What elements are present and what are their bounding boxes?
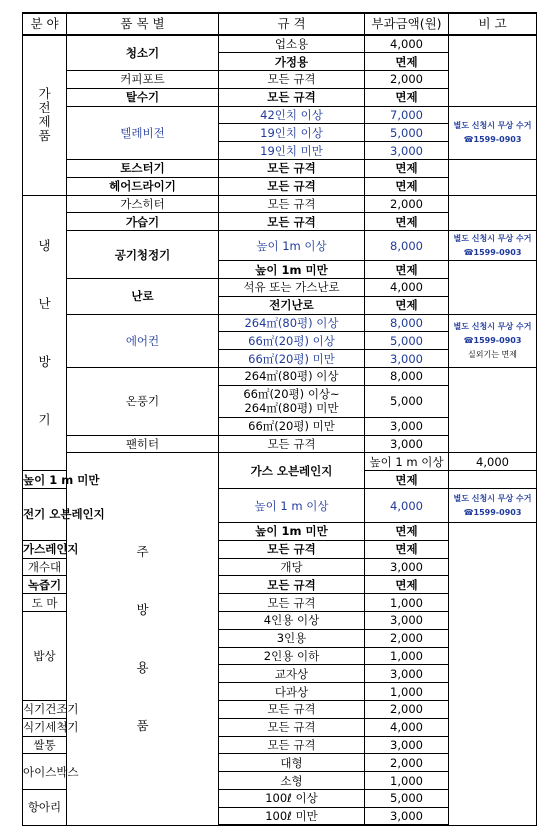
fee-cell: 7,000 <box>365 106 449 124</box>
fee-cell: 3,000 <box>365 612 449 630</box>
spec-cell: 264㎡(80평) 이상 <box>219 314 365 332</box>
item-cell: 밥상 <box>23 612 67 701</box>
spec-cell: 3인용 <box>219 629 365 647</box>
fee-cell: 면제 <box>365 540 449 558</box>
header-note: 비 고 <box>449 13 537 35</box>
table-row <box>23 106 537 124</box>
spec-cell: 높이 1 m 이상 <box>219 489 365 523</box>
table-header-row <box>23 13 537 35</box>
item-cell: 헤어드라이기 <box>67 177 219 195</box>
fee-cell: 5,000 <box>365 385 449 417</box>
category-heating: 냉 난 방 기 <box>23 195 67 471</box>
category-appliance: 가 전 제 품 <box>23 35 67 195</box>
spec-cell: 높이 1 m 이상 <box>365 453 449 471</box>
fee-cell: 4,000 <box>365 279 449 297</box>
fee-cell: 면제 <box>365 576 449 594</box>
item-cell: 공기청정기 <box>67 231 219 279</box>
spec-cell: 업소용 <box>219 35 365 53</box>
note-cell-empty <box>449 523 537 826</box>
fee-cell: 4,000 <box>365 35 449 53</box>
spec-cell: 42인치 이상 <box>219 106 365 124</box>
fee-cell: 4,000 <box>449 453 537 471</box>
item-cell: 녹즙기 <box>23 576 67 594</box>
spec-cell: 264㎡(80평) 이상 <box>219 368 365 386</box>
spec-cell: 높이 1m 미만 <box>219 523 365 541</box>
item-cell: 에어컨 <box>67 314 219 367</box>
fee-cell: 2,000 <box>365 754 449 772</box>
fee-cell: 5,000 <box>365 332 449 350</box>
spec-cell: 높이 1m 미만 <box>219 261 365 279</box>
spec-cell: 모든 규격 <box>219 576 365 594</box>
fee-cell: 5,000 <box>365 124 449 142</box>
item-cell: 가스레인지 <box>23 542 79 557</box>
spec-cell: 모든 규격 <box>219 160 365 178</box>
fee-cell: 5,000 <box>365 789 449 807</box>
fee-cell: 3,000 <box>365 736 449 754</box>
item-cell: 온풍기 <box>67 368 219 436</box>
table-row <box>23 314 537 332</box>
spec-cell: 소형 <box>219 772 365 790</box>
item-cell: 전기 오븐레인지 <box>23 489 67 541</box>
fee-cell: 면제 <box>365 177 449 195</box>
table-row <box>23 453 537 471</box>
fee-cell: 2,000 <box>365 71 449 89</box>
fee-cell: 3,000 <box>365 417 449 435</box>
spec-cell: 66㎡(20평) 미만 <box>219 350 365 368</box>
spec-cell: 100ℓ 미만 <box>219 807 365 825</box>
spec-cell: 다과상 <box>219 683 365 701</box>
fee-cell: 면제 <box>365 88 449 106</box>
table-row <box>23 160 537 178</box>
item-cell: 커피포트 <box>67 71 219 89</box>
fee-cell: 4,000 <box>365 489 449 523</box>
item-cell: 팬히터 <box>67 435 219 453</box>
item-cell: 식기세척기 <box>23 720 79 735</box>
fee-cell: 2,000 <box>365 629 449 647</box>
disposal-fee-table <box>22 12 537 826</box>
pickup-note: 별도 신청시 무상 수거 ☎1599-0903 <box>449 489 537 523</box>
fee-cell: 면제 <box>365 213 449 231</box>
spec-cell: 개당 <box>219 558 365 576</box>
spec-cell: 모든 규격 <box>219 213 365 231</box>
fee-cell: 8,000 <box>365 368 449 386</box>
item-cell: 탈수기 <box>67 88 219 106</box>
spec-cell: 모든 규격 <box>219 88 365 106</box>
fee-cell: 면제 <box>365 53 449 71</box>
spec-cell: 모든 규격 <box>219 594 365 612</box>
pickup-note: 별도 신청시 무상 수거 ☎1599-0903 <box>449 231 537 261</box>
spec-cell: 100ℓ 이상 <box>219 789 365 807</box>
spec-cell: 66㎡(20평) 이상~ 264㎡(80평) 미만 <box>219 385 365 417</box>
note-cell-empty <box>449 160 537 196</box>
fee-cell: 면제 <box>365 296 449 314</box>
fee-cell: 2,000 <box>365 701 449 719</box>
fee-cell: 3,000 <box>365 435 449 453</box>
item-cell: 가습기 <box>67 213 219 231</box>
spec-cell: 높이 1m 이상 <box>219 231 365 261</box>
item-cell: 가스 오븐레인지 <box>219 453 365 489</box>
spec-cell: 모든 규격 <box>219 195 365 213</box>
note-cell-empty <box>449 261 537 314</box>
spec-cell: 2인용 이하 <box>219 647 365 665</box>
spec-cell: 66㎡(20평) 미만 <box>219 417 365 435</box>
fee-cell: 3,000 <box>365 807 449 825</box>
item-cell: 토스터기 <box>67 160 219 178</box>
spec-cell: 모든 규격 <box>219 736 365 754</box>
item-cell: 가스히터 <box>67 195 219 213</box>
table-row <box>23 368 537 386</box>
note-cell-empty <box>449 368 537 453</box>
fee-cell: 면제 <box>365 160 449 178</box>
fee-cell: 1,000 <box>365 594 449 612</box>
table-row <box>23 195 537 213</box>
fee-cell: 면제 <box>365 471 449 489</box>
note-cell-empty <box>449 35 537 106</box>
table-row <box>23 231 537 261</box>
header-fee: 부과금액(원) <box>365 13 449 35</box>
spec-cell: 모든 규격 <box>219 435 365 453</box>
item-cell: 쌀통 <box>23 736 67 754</box>
fee-cell: 4,000 <box>365 718 449 736</box>
header-spec: 규 격 <box>219 13 365 35</box>
fee-cell: 8,000 <box>365 231 449 261</box>
spec-cell: 19인치 이상 <box>219 124 365 142</box>
note-cell-empty <box>449 195 537 231</box>
fee-cell: 2,000 <box>365 195 449 213</box>
item-cell: 난로 <box>67 279 219 315</box>
spec-cell: 모든 규격 <box>219 540 365 558</box>
header-category: 분 야 <box>23 13 67 35</box>
fee-cell: 3,000 <box>365 558 449 576</box>
spec-cell: 교자상 <box>219 665 365 683</box>
fee-cell: 3,000 <box>365 665 449 683</box>
spec-cell: 모든 규격 <box>219 71 365 89</box>
spec-cell: 높이 1 m 미만 <box>23 472 100 487</box>
spec-cell: 대형 <box>219 754 365 772</box>
spec-cell: 석유 또는 가스난로 <box>219 279 365 297</box>
fee-cell: 1,000 <box>365 772 449 790</box>
table-row <box>23 35 537 53</box>
item-cell: 텔레비전 <box>67 106 219 159</box>
header-item: 품 목 별 <box>67 13 219 35</box>
item-cell: 아이스박스 <box>23 754 67 790</box>
item-cell: 청소기 <box>67 35 219 71</box>
fee-cell: 면제 <box>365 261 449 279</box>
category-kitchen: 주 방 용 품 <box>67 453 219 825</box>
spec-cell: 모든 규격 <box>219 718 365 736</box>
fee-cell: 3,000 <box>365 142 449 160</box>
item-cell: 식기건조기 <box>23 702 79 717</box>
spec-cell: 전기난로 <box>219 296 365 314</box>
spec-cell: 19인치 미만 <box>219 142 365 160</box>
fee-cell: 1,000 <box>365 647 449 665</box>
spec-cell: 가정용 <box>219 53 365 71</box>
pickup-note: 별도 신청시 무상 수거 ☎1599-0903 실외기는 면제 <box>449 314 537 367</box>
pickup-note: 별도 신청시 무상 수거 ☎1599-0903 <box>449 106 537 159</box>
spec-cell: 모든 규격 <box>219 177 365 195</box>
fee-cell: 1,000 <box>365 683 449 701</box>
item-cell: 항아리 <box>23 789 67 825</box>
fee-cell: 8,000 <box>365 314 449 332</box>
spec-cell: 모든 규격 <box>219 701 365 719</box>
spec-cell: 66㎡(20평) 이상 <box>219 332 365 350</box>
fee-cell: 3,000 <box>365 350 449 368</box>
item-cell: 도 마 <box>23 594 67 612</box>
item-cell: 개수대 <box>23 558 67 576</box>
fee-cell: 면제 <box>365 523 449 541</box>
spec-cell: 4인용 이상 <box>219 612 365 630</box>
